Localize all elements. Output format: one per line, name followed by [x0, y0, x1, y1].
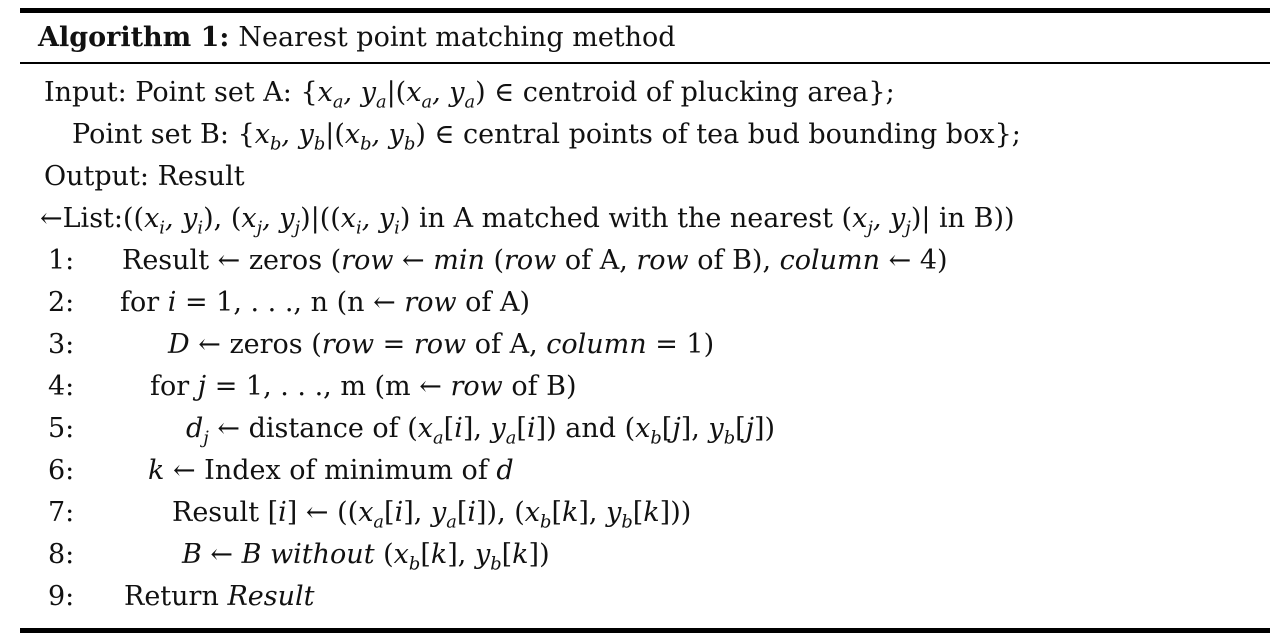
step-content: for i = 1, . . ., n (n ← row of A) [120, 287, 531, 318]
caption-rule [20, 62, 1270, 64]
line-text: Output: Result [44, 161, 245, 192]
algorithm-caption [38, 13, 676, 62]
step-number: 5: [48, 413, 75, 444]
algorithm-step [0, 240, 1280, 282]
step-content: B ← B without ($x_b[k]$, $y_b[k]$) [182, 539, 550, 575]
step-content: D ← zeros (row = row of A, column = 1) [168, 329, 715, 360]
caption-label: Algorithm 1: [38, 22, 230, 53]
algorithm-body [0, 72, 1280, 618]
algorithm-step [0, 324, 1280, 366]
algorithm-step [0, 408, 1280, 450]
step-content: Result ← zeros (row ← min (row of A, row of B), column ← 4) [122, 245, 948, 276]
algorithm-line-output [0, 156, 1280, 198]
step-content: $d_j$ ← distance of ($x_a[i]$, $y_a[i]$) and ($x_b[j]$, $y_b[j]$) [186, 413, 776, 449]
step-content: for j = 1, . . ., m (m ← row of B) [150, 371, 577, 402]
algorithm-step [0, 534, 1280, 576]
step-number: 6: [48, 455, 75, 486]
algorithm-step [0, 366, 1280, 408]
step-number: 8: [48, 539, 75, 570]
algorithm-line-input-a [0, 72, 1280, 114]
algorithm-step [0, 450, 1280, 492]
algorithm-line-input-b [0, 114, 1280, 156]
algorithm-line-output-list [0, 198, 1280, 240]
step-content: k ← Index of minimum of d [148, 455, 514, 486]
line-text: Point set B: {$x_b$, $y_b|(x_b$, $y_b$) ∈ central points of tea bud bounding box}; [72, 119, 1021, 155]
step-number: 1: [48, 245, 75, 276]
step-number: 7: [48, 497, 75, 528]
step-number: 3: [48, 329, 75, 360]
algorithm-step [0, 576, 1280, 618]
algorithm-step [0, 282, 1280, 324]
step-number: 4: [48, 371, 75, 402]
step-number: 9: [48, 581, 75, 612]
line-text: Input: Point set A: {$x_a$, $y_a|(x_a$, $y_a$) ∈ centroid of plucking area}; [44, 77, 895, 113]
line-text: $\leftarrow List:((x_i$, $y_i$), ($x_j$, $y_j)|((x_i$, $y_i$) in A matched with the nearest ($x_j$, $y_j)|$ in B)) [40, 203, 1015, 239]
algorithm-step [0, 492, 1280, 534]
bottom-rule [20, 628, 1270, 633]
step-number: 2: [48, 287, 75, 318]
caption-title: Nearest point matching method [238, 22, 676, 53]
step-content: Return Result [124, 581, 315, 612]
step-content: Result [i] ← (($x_a[i]$, $y_a[i]$), ($x_b[k]$, $y_b[k]$)) [172, 497, 692, 533]
